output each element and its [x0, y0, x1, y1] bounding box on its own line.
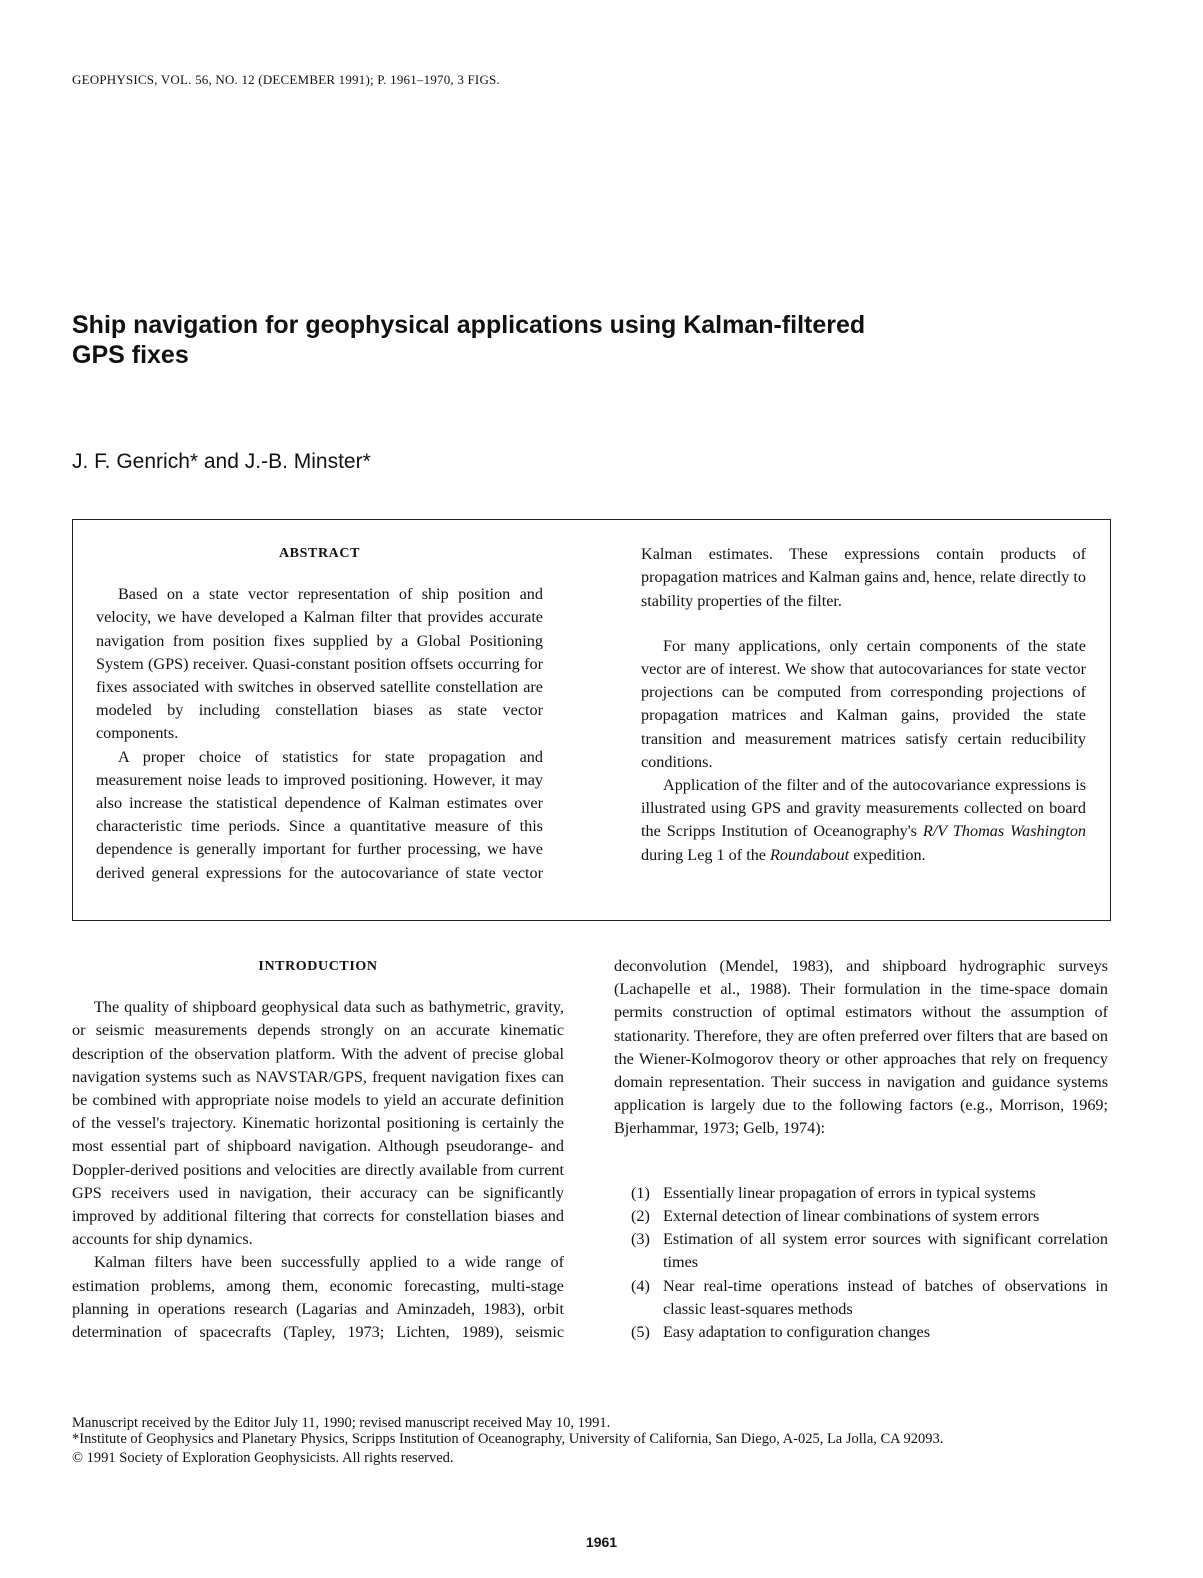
page-number: 1961: [585, 1534, 618, 1550]
introduction-p2-flow: deconvolution (Mendel, 1983), and shipboard hydrographic surveys (Lachapelle et al., 1988). Their formulation in the time-space domain permits construction of optimal estimators without the assumption of stationarity. Therefore, they are often preferred over filters that are based on the Wiener-Kolmogorov theory or other approaches that rely on frequency domain representation. Their success in navigation and guidance systems application is largely due to the following factors (e.g., Morrison, 1969; Bjerhammar, 1973; Gelb, 1974):: [614, 957, 1108, 1138]
authors: J. F. Genrich* and J.-B. Minster*: [72, 450, 371, 473]
factors-list: [614, 1182, 1108, 1344]
abstract-heading: ABSTRACT: [278, 546, 361, 561]
factor-item: (1) Essentially linear propagation of errors in typical systems: [631, 1183, 1036, 1202]
abstract-paragraph-1: Based on a state vector representation of ship position and velocity, we have developed a Kalman filter that provides accurate navigation from position fixes supplied by a Global Positioning System (GPS) receiver. Quasi-constant position offsets occurring for fixes associated with switches in observed satellite constellation are modeled by including constellation biases as state vector components.: [96, 585, 543, 743]
factor-item: (2) External detection of linear combinations of system errors: [631, 1207, 1040, 1225]
abstract-paragraph-2: A proper choice of statistics for state propagation and measurement noise leads to improved positioning. However, it may also increase the statistical dependence of Kalman estimates over characteristic time periods. Since a quantitative measure of this dependence is generally important for further processing, we have derived general expressions for the autocovariance of state vector: [96, 747, 543, 882]
factor-item: (3) Estimation of all system error sources with significant correlation times: [631, 1230, 1108, 1272]
journal-citation: GEOPHYSICS, VOL. 56, NO. 12 (DECEMBER 1991); P. 1961–1970, 3 FIGS.: [72, 72, 500, 87]
abstract-paragraph-4: Application of the filter and of the autocovariance expressions is illustrated using GPS and gravity measurements collected on board the Scripps Institution of Oceanography's R/V Thomas Washington during Leg 1 of the Roundabout expedition.: [641, 776, 1087, 864]
introduction-paragraph-1: The quality of shipboard geophysical data such as bathymetric, gravity, or seismic measurements depends strongly on an accurate kinematic description of the observation platform. With the advent of precise global navigation systems such as NAVSTAR/GPS, frequent navigation fixes can be combined with appropriate noise models to yield an accurate definition of the vessel's trajectory. Kinematic horizontal positioning is certainly the most essential part of shipboard navigation. Although pseudorange- and Doppler-derived positions and velocities are directly available from current GPS receivers used in navigation, their accuracy can be significantly improved by additional filtering that corrects for constellation biases and accounts for ship dynamics.: [72, 998, 564, 1249]
abstract-column-right: [641, 542, 1086, 867]
abstract-paragraph-2-continued: [641, 542, 1086, 635]
copyright-note: © 1991 Society of Exploration Geophysicists. All rights reserved.: [72, 1450, 454, 1466]
manuscript-received-note: Manuscript received by the Editor July 11, 1990; revised manuscript received May 10, 1991.: [72, 1415, 611, 1431]
introduction-paragraph-2-continued: [614, 955, 1108, 1164]
introduction-heading: INTRODUCTION: [258, 959, 378, 974]
introduction-paragraph-2: Kalman filters have been successfully applied to a wide range of estimation problems, among them, economic forecasting, multi-stage planning in operations research (Lagarias and Aminzadeh, 1983), orbit determination of spacecrafts (Tapley, 1973; Lichten, 1989), seismic: [72, 1253, 564, 1342]
abstract-box: [72, 519, 1111, 921]
factor-item: (4) Near real-time operations instead of batches of observations in classic least-squares methods: [631, 1276, 1108, 1318]
abstract-p2-flow: Kalman estimates. These expressions contain products of propagation matrices and Kalman gains and, hence, relate directly to stability properties of the filter.: [641, 545, 1086, 610]
ship-name: R/V Thomas Washington: [922, 822, 1087, 841]
footnotes: [72, 1415, 1112, 1466]
abstract-column-left: [96, 542, 543, 884]
introduction-column-right: [614, 955, 1108, 1344]
affiliation-note: *Institute of Geophysics and Planetary Physics, Scripps Institution of Oceanography, University of California, San Diego, A-025, La Jolla, CA 92093.: [72, 1431, 944, 1447]
introduction-column-left: [72, 955, 564, 1344]
factor-item: (5) Easy adaptation to configuration changes: [631, 1323, 931, 1342]
abstract-paragraph-3: For many applications, only certain components of the state vector are of interest. We show that autocovariances for state vector projections can be computed from corresponding projections of propagation matrices and Kalman gains, provided the state transition and measurement matrices satisfy certain reducibility conditions.: [641, 636, 1086, 771]
expedition-name: Roundabout: [770, 845, 850, 864]
paper-title: Ship navigation for geophysical applications using Kalman-filtered GPS fixes: [72, 311, 866, 369]
